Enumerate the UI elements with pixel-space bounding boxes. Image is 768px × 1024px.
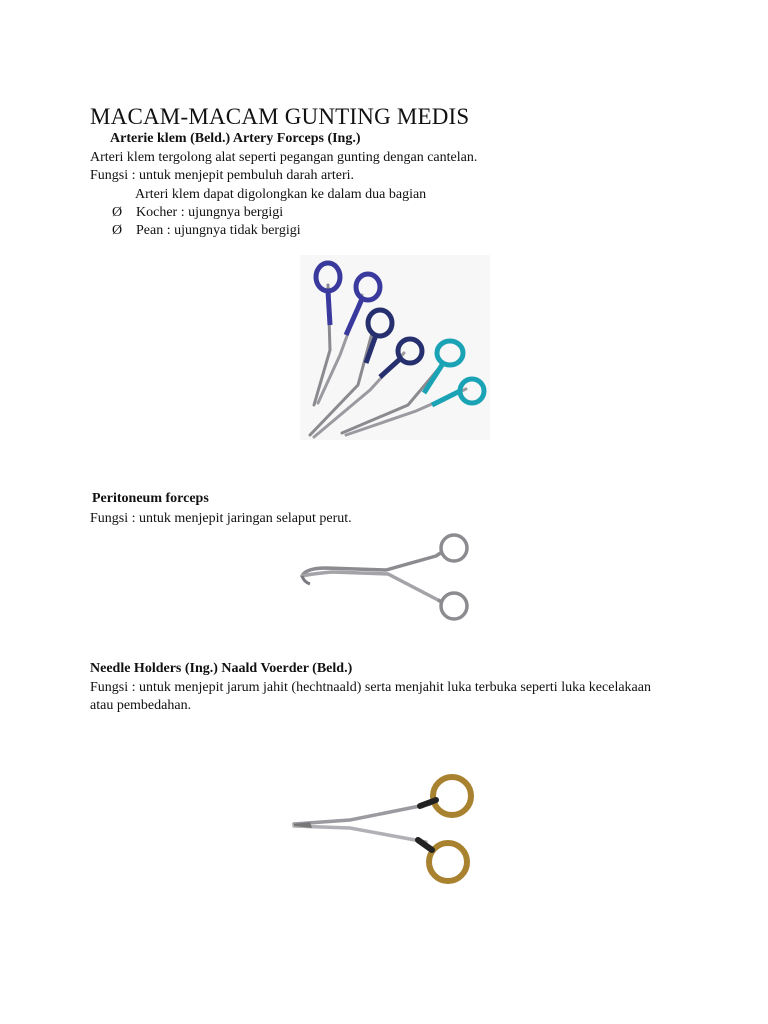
artery-forceps-image (300, 255, 490, 440)
bullet-symbol: Ø (112, 223, 123, 238)
peritoneum-forceps-image (296, 530, 476, 626)
needle-holder-heading: Needle Holders (Ing.) Naald Voerder (Beld.) (90, 661, 353, 676)
bullet-text: Kocher : ujungnya bergigi (136, 205, 284, 220)
peritoneum-forceps-function: Fungsi : untuk menjepit jaringan selaput perut. (90, 511, 352, 526)
artery-forceps-function: Fungsi : untuk menjepit pembuluh darah arteri. (90, 168, 355, 183)
artery-forceps-description: Arteri klem tergolong alat seperti pegangan gunting dengan cantelan. (90, 150, 478, 165)
needle-holder-function-line2: atau pembedahan. (90, 698, 192, 713)
artery-forceps-heading: Arterie klem (Beld.) Artery Forceps (Ing.) (110, 131, 361, 146)
needle-holder-image (290, 768, 480, 892)
bullet-item (112, 204, 283, 222)
artery-forceps-intro: Arteri klem dapat digolongkan ke dalam dua bagian (135, 187, 427, 202)
page-title: MACAM-MACAM GUNTING MEDIS (90, 104, 470, 129)
bullet-text: Pean : ujungnya tidak bergigi (136, 223, 301, 238)
bullet-symbol: Ø (112, 205, 123, 220)
bullet-item (112, 222, 301, 240)
peritoneum-forceps-heading: Peritoneum forceps (92, 491, 209, 506)
needle-holder-function-line1: Fungsi : untuk menjepit jarum jahit (hechtnaald) serta menjahit luka terbuka seperti luka kecelakaan (90, 680, 651, 695)
